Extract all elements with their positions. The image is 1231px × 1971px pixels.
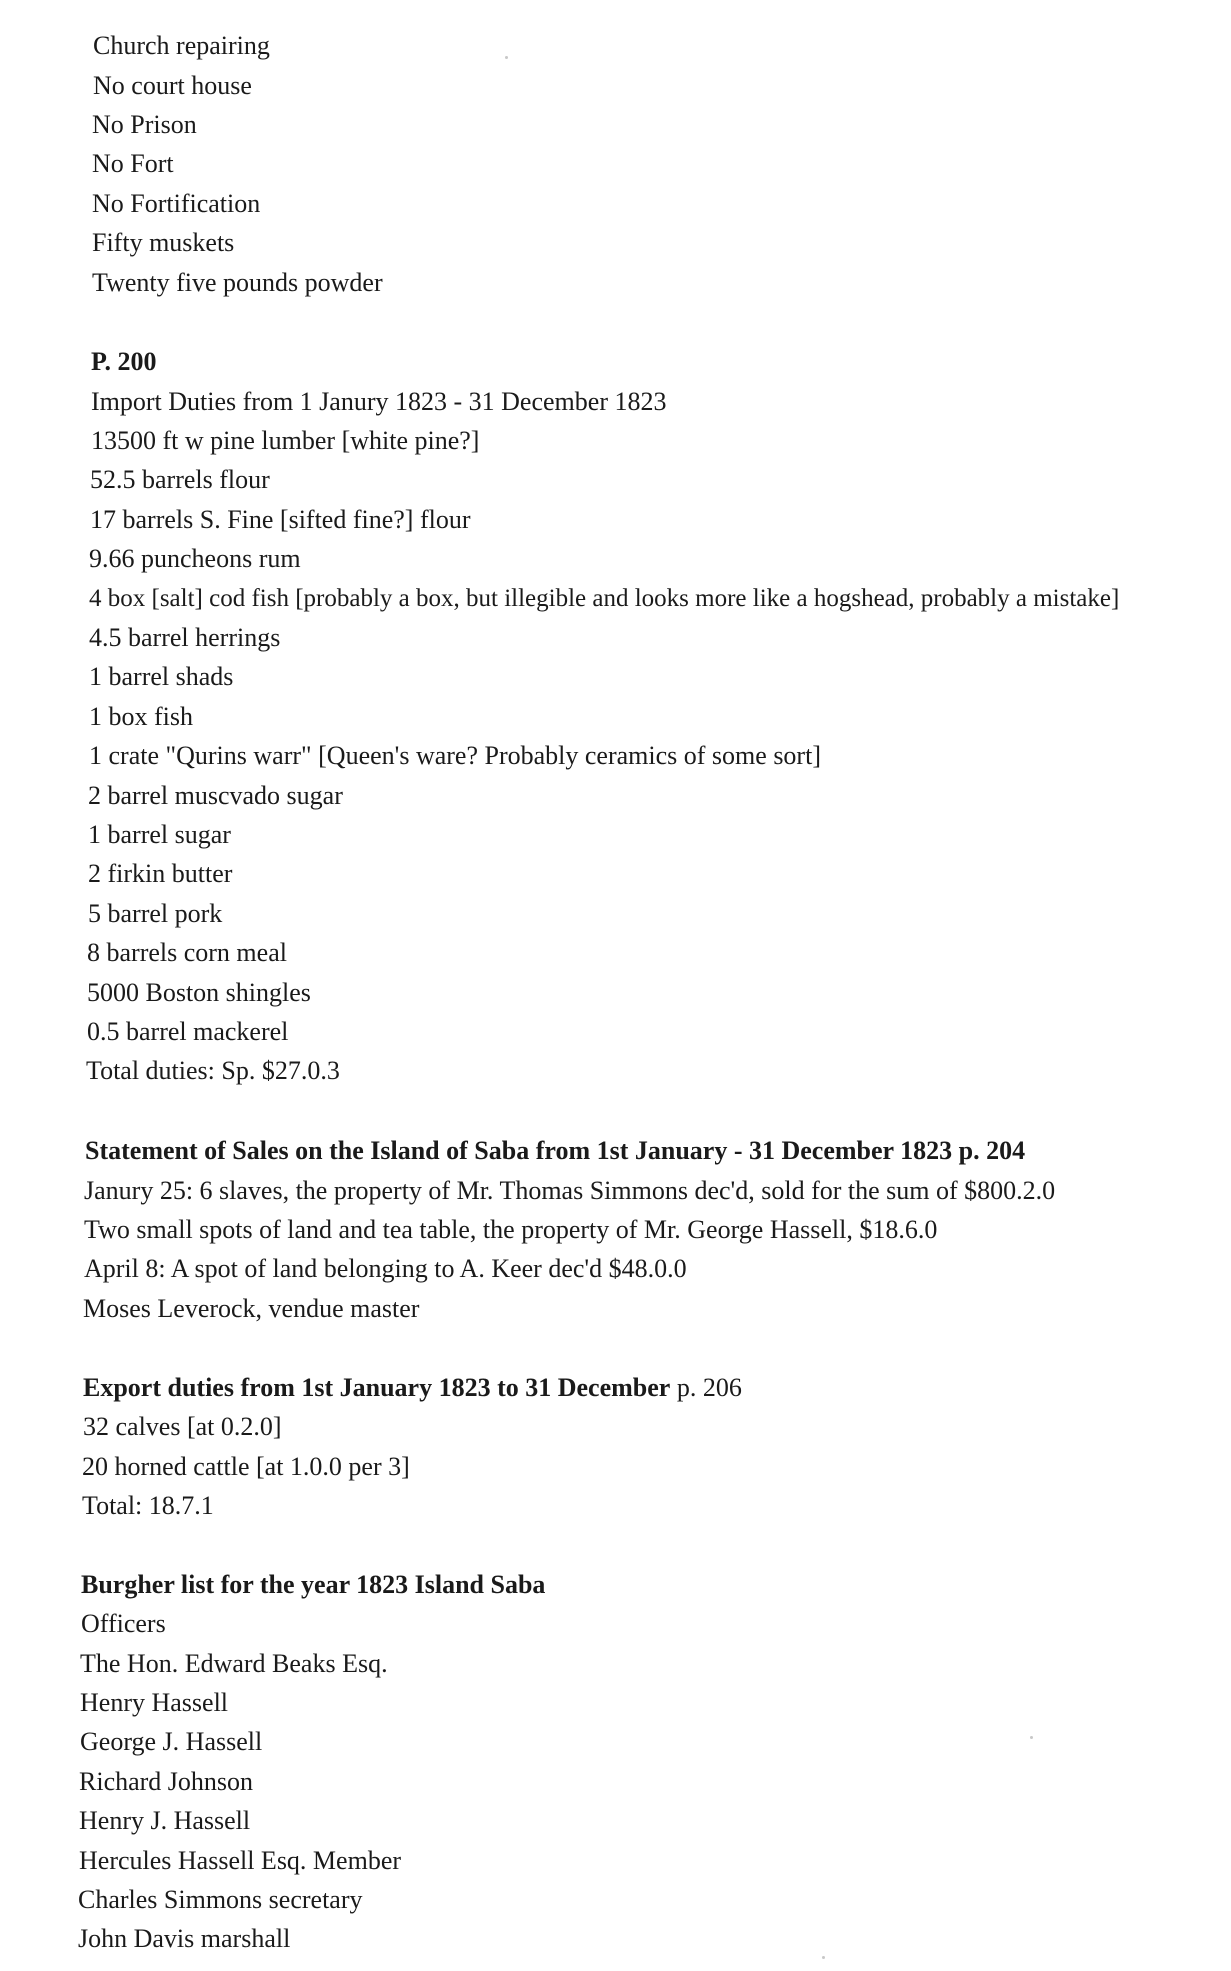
intro-line: No Prison [92, 110, 197, 139]
import-line: 1 barrel sugar [88, 820, 231, 849]
burgher-line: Richard Johnson [79, 1767, 254, 1796]
scan-speck [822, 1956, 825, 1959]
burgher-line: Henry J. Hassell [79, 1806, 251, 1835]
import-line: 4.5 barrel herrings [89, 623, 281, 652]
import-line: 5000 Boston shingles [87, 978, 311, 1007]
sales-line: Janury 25: 6 slaves, the property of Mr. Thomas Simmons dec'd, sold for the sum of $800.2.0 [84, 1176, 1056, 1205]
import-line: 2 barrel muscvado sugar [88, 781, 343, 810]
burgher-section-heading: Burgher list for the year 1823 Island Saba [81, 1570, 546, 1599]
export-line: 20 horned cattle [at 1.0.0 per 3] [82, 1452, 410, 1481]
export-heading-title: Export duties from 1st January 1823 to 31 December [83, 1373, 671, 1402]
intro-line: Church repairing [93, 31, 270, 60]
sales-line: April 8: A spot of land belonging to A. Keer dec'd $48.0.0 [84, 1254, 687, 1283]
import-line: 2 firkin butter [88, 859, 233, 888]
intro-line: Fifty muskets [92, 228, 235, 257]
sales-line: Moses Leverock, vendue master [83, 1294, 420, 1323]
sales-section-heading [85, 1135, 1025, 1167]
burgher-line: Henry Hassell [80, 1688, 229, 1717]
export-line: 32 calves [at 0.2.0] [83, 1412, 282, 1441]
sales-line: Two small spots of land and tea table, the property of Mr. George Hassell, $18.6.0 [84, 1215, 938, 1244]
burgher-line: Charles Simmons secretary [78, 1885, 363, 1914]
scan-speck [505, 56, 508, 59]
import-line: 1 crate "Qurins warr" [Queen's ware? Probably ceramics of some sort] [89, 741, 821, 770]
burgher-line: The Hon. Edward Beaks Esq. [80, 1649, 388, 1678]
import-line: 4 box [salt] cod fish [probably a box, but illegible and looks more like a hogshead, probably a mistake] [89, 585, 1120, 612]
import-line: 1 barrel shads [89, 662, 234, 691]
import-line: 8 barrels corn meal [87, 938, 287, 967]
burgher-line: Hercules Hassell Esq. Member [79, 1846, 402, 1875]
import-line: 1 box fish [89, 702, 193, 731]
intro-line: No Fort [92, 149, 174, 178]
import-line: 52.5 barrels flour [90, 465, 270, 494]
import-line: 0.5 barrel mackerel [87, 1017, 289, 1046]
sales-heading-title: Statement of Sales on the Island of Saba from 1st January - 31 December 1823 [85, 1136, 953, 1165]
import-section-heading: P. 200 [91, 347, 157, 376]
sales-heading-page: p. 204 [958, 1136, 1026, 1165]
burgher-line: Officers [81, 1609, 166, 1638]
import-total: Total duties: Sp. $27.0.3 [86, 1056, 340, 1085]
import-line: 5 barrel pork [88, 899, 223, 928]
intro-line: No Fortification [92, 189, 261, 218]
intro-line: No court house [93, 71, 252, 100]
import-line: 17 barrels S. Fine [sifted fine?] flour [90, 505, 471, 534]
scan-speck [1030, 1736, 1033, 1739]
import-line: 9.66 puncheons rum [89, 544, 301, 573]
intro-line: Twenty five pounds powder [92, 268, 383, 297]
import-line: Import Duties from 1 Janury 1823 - 31 December 1823 [91, 387, 667, 416]
export-total: Total: 18.7.1 [82, 1491, 214, 1520]
import-line: 13500 ft w pine lumber [white pine?] [91, 426, 480, 455]
export-section-heading [83, 1372, 742, 1404]
export-heading-page: p. 206 [676, 1373, 742, 1402]
burgher-line: George J. Hassell [80, 1727, 263, 1756]
burgher-line: John Davis marshall [78, 1924, 291, 1953]
